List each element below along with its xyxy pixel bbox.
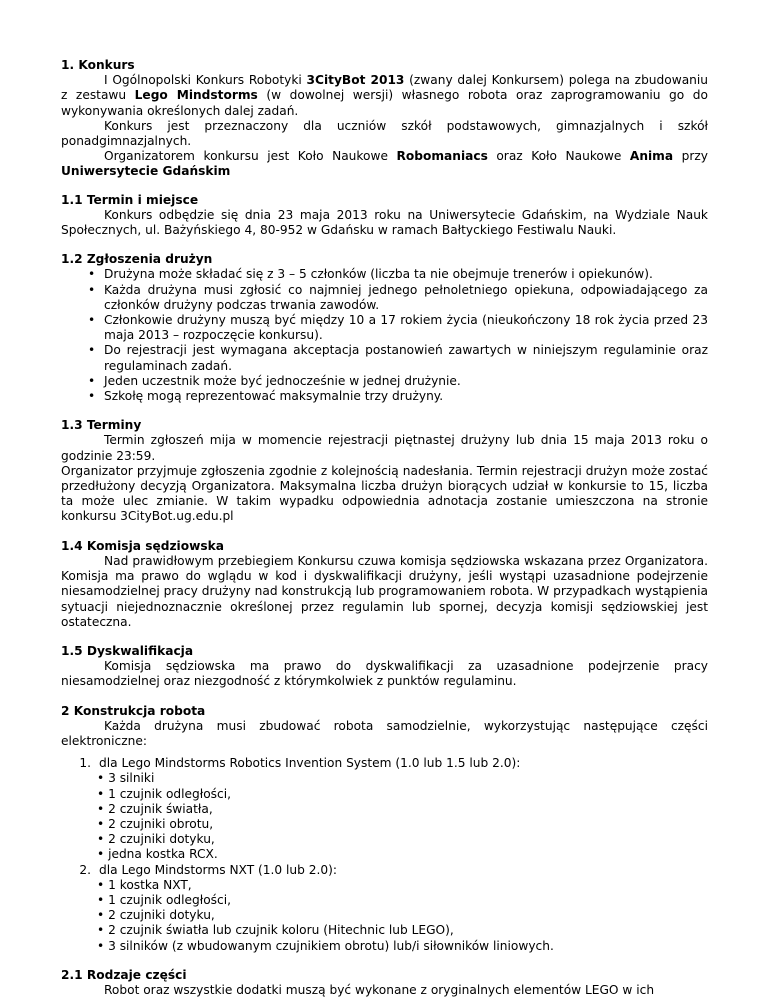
paragraph: Komisja sędziowska ma prawo do dyskwalifikacji za uzasadnione podejrzenie pracy niesamodzielnej oraz niezgodność z którymkolwiek z punktów regulaminu.: [61, 659, 708, 689]
paragraph: Organizatorem konkursu jest Koło Naukowe Robomaniacs oraz Koło Naukowe Anima przy Uniwersytecie Gdańskim: [61, 149, 708, 179]
list-item: • Do rejestracji jest wymagana akceptacja postanowień zawartych w niniejszym regulaminie oraz regulaminach zadań.: [88, 343, 708, 373]
paragraph: Nad prawidłowym przebiegiem Konkursu czuwa komisja sędziowska wskazana przez Organizatora. Komisja ma prawo do wglądu w kod i dyskwalifikacji drużyny, jeśli wystąpi uzasadnione podejrzenie niesamodzielnej pracy drużyny nad konstrukcją lub programowaniem robota. W przypadkach wystąpienia sytuacji niejednoznacznie określonej przez regulamin lub spornej, decyzja komisji sędziowskiej jest ostateczna.: [61, 553, 708, 629]
section-heading: 1.3 Terminy: [61, 418, 142, 433]
section-heading: 1.4 Komisja sędziowska: [61, 538, 224, 553]
bullet-icon: •: [88, 343, 96, 358]
section-dyskwalifikacja: [61, 644, 708, 690]
list-item: • 1 czujnik odległości,: [97, 892, 231, 907]
list-item: • 2 czujniki dotyku,: [97, 832, 215, 847]
section-heading: 2 Konstrukcja robota: [61, 703, 206, 718]
section-konkurs: [61, 58, 708, 180]
bullet-icon: •: [88, 373, 96, 388]
list-item: • jedna kostka RCX.: [97, 847, 218, 862]
section-heading: 1. Konkurs: [61, 58, 135, 72]
list-item: • Członkowie drużyny muszą być między 10 a 17 rokiem życia (nieukończony 18 rok życia przed 23 maja 2013 – rozpoczęcie konkursu).: [88, 313, 708, 343]
paragraph: Konkurs odbędzie się dnia 23 maja 2013 roku na Uniwersytecie Gdańskim, na Wydziale Nauk Społecznych, ul. Bażyńskiego 4, 80-952 w Gdańsku w ramach Bałtyckiego Festiwalu Nauki.: [61, 207, 708, 238]
numbered-list: [61, 756, 708, 954]
section-zgloszenia-druzyn: [61, 252, 708, 404]
list-item: • 2 czujniki obrotu,: [97, 816, 214, 831]
list-item: • 1 czujnik odległości,: [97, 786, 231, 801]
paragraph: Termin zgłoszeń mija w momencie rejestracji piętnastej drużyny lub dnia 15 maja 2013 roku o godzinie 23:59.: [61, 433, 708, 463]
section-konstrukcja-robota: [61, 704, 708, 954]
section-komisja-sedziowska: [61, 539, 708, 630]
list-item: • Każda drużyna musi zgłosić co najmniej jednego pełnoletniego opiekuna, odpowiadającego za członków drużyny podczas trwania zawodów.: [88, 282, 708, 312]
section-rodzaje-czesci: [61, 968, 708, 998]
paragraph: Każda drużyna musi zbudować robota samodzielnie, wykorzystując następujące części elektroniczne:: [61, 718, 708, 748]
component-list: [97, 878, 708, 954]
paragraph: Konkurs jest przeznaczony dla uczniów szkół podstawowych, gimnazjalnych i szkół ponadgimnazjalnych.: [61, 118, 708, 149]
list-item: • 1 kostka NXT,: [97, 877, 192, 892]
bullet-icon: •: [88, 282, 96, 297]
list-item: 1. dla Lego Mindstorms Robotics Invention System (1.0 lub 1.5 lub 2.0): • 3 silniki • 1 czujnik odległości, • 2 czujnik światła, • 2 czujniki obrotu, • 2 czujniki dotyku, • jedna kostka RCX.: [61, 756, 708, 862]
section-heading: 2.1 Rodzaje części: [61, 967, 187, 982]
section-heading: 1.1 Termin i miejsce: [61, 192, 199, 207]
list-item: • 3 silniki: [97, 771, 155, 786]
list-item: • Szkołę mogą reprezentować maksymalnie trzy drużyny.: [88, 389, 444, 404]
paragraph: Organizator przyjmuje zgłoszenia zgodnie z kolejnością nadesłania. Termin rejestracji drużyn może zostać przedłużony decyzją Organizatora. Maksymalna liczba drużyn biorących udział w konkursie to 15, liczba ta może ulec zmianie. W takim wypadku odpowiednia adnotacja zostanie umieszczona na stronie konkursu 3CityBot.ug.edu.pl: [61, 463, 708, 524]
component-list: [97, 771, 708, 862]
list-item: • 2 czujniki dotyku,: [97, 908, 215, 923]
paragraph: Robot oraz wszystkie dodatki muszą być wykonane z oryginalnych elementów LEGO w ich: [104, 982, 655, 997]
bullet-icon: •: [88, 313, 96, 328]
section-heading: 1.5 Dyskwalifikacja: [61, 643, 194, 658]
list-item: • 3 silników (z wbudowanym czujnikiem obrotu) lub/i siłowników liniowych.: [97, 938, 554, 953]
bullet-icon: •: [88, 389, 96, 404]
list-item: • Jeden uczestnik może być jednocześnie w jednej drużynie.: [88, 373, 461, 388]
section-terminy: [61, 418, 708, 524]
bullet-list: [61, 267, 708, 404]
bullet-icon: •: [88, 267, 96, 282]
list-item: 2. dla Lego Mindstorms NXT (1.0 lub 2.0): • 1 kostka NXT, • 1 czujnik odległości, • 2 czujniki dotyku, • 2 czujnik światła lub czujnik koloru (Hitechnic lub LEGO), • 3 silników (z wbudowanym czujnikiem obrotu) lub/i siłowników liniowych.: [61, 863, 708, 954]
list-item: • Drużyna może składać się z 3 – 5 członków (liczba ta nie obejmuje trenerów i opiekunów).: [88, 267, 653, 282]
list-item: • 2 czujnik światła,: [97, 801, 213, 816]
section-termin-i-miejsce: [61, 193, 708, 239]
paragraph: I Ogólnopolski Konkurs Robotyki 3CityBot 2013 (zwany dalej Konkursem) polega na zbudowaniu z zestawu Lego Mindstorms (w dowolnej wersji) własnego robota oraz zaprogramowaniu go do wykonywania określonych dalej zadań.: [61, 73, 708, 118]
list-item: • 2 czujnik światła lub czujnik koloru (Hitechnic lub LEGO),: [97, 923, 454, 938]
section-heading: 1.2 Zgłoszenia drużyn: [61, 252, 213, 267]
